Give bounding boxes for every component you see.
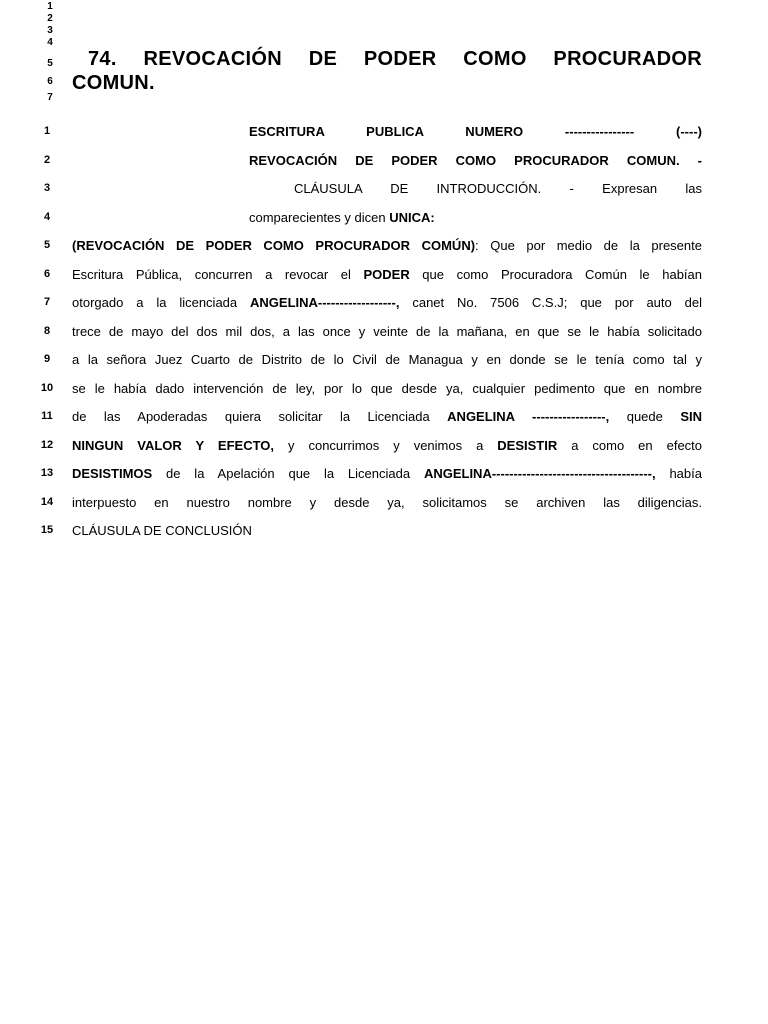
header-line-number: 2 bbox=[47, 13, 53, 24]
desistir-term: DESISTIR bbox=[497, 438, 558, 453]
header-line-number: 1 bbox=[47, 1, 53, 12]
header-line-number: 4 bbox=[47, 37, 53, 48]
body-line-6 bbox=[72, 267, 702, 283]
header-line-number: 5 bbox=[47, 58, 53, 69]
desistimos-term: DESISTIMOS bbox=[72, 466, 153, 481]
body-line-14 bbox=[72, 495, 702, 511]
body-line-12 bbox=[72, 438, 702, 454]
body-line-10 bbox=[72, 381, 702, 397]
body-line-number: 3 bbox=[43, 182, 51, 194]
body-text: y concurrimos y venimos a bbox=[274, 438, 498, 453]
body-line-13 bbox=[72, 466, 702, 482]
angelina-name: ANGELINA -----------------, bbox=[447, 409, 610, 424]
title-line-2: COMUN. bbox=[72, 72, 155, 94]
document-title bbox=[72, 47, 702, 95]
body-line-number: 9 bbox=[43, 353, 51, 365]
body-text: a como en efecto bbox=[557, 438, 703, 453]
body-line-number: 6 bbox=[43, 268, 51, 280]
body-text: canet No. 7506 C.S.J; que por auto del bbox=[399, 295, 702, 310]
body-text: se le había dado intervención de ley, por lo que desde ya, cualquier pedimento que en nombre bbox=[72, 381, 702, 396]
body-line-number: 4 bbox=[43, 211, 51, 223]
header-line-number: 3 bbox=[47, 25, 53, 36]
deed-number-line bbox=[249, 124, 702, 140]
conclusion-clause-text: CLÁUSULA DE CONCLUSIÓN bbox=[72, 523, 252, 538]
body-line-number: 13 bbox=[40, 467, 54, 479]
introduction-clause-text: CLÁUSULA DE INTRODUCCIÓN. - Expresan las bbox=[294, 181, 702, 196]
body-text: quede bbox=[609, 409, 681, 424]
conclusion-clause-line bbox=[72, 523, 702, 539]
body-text: de la Apelación que la Licenciada bbox=[152, 466, 424, 481]
body-line-number: 8 bbox=[43, 325, 51, 337]
header-line-number: 6 bbox=[47, 76, 53, 87]
body-line-number: 5 bbox=[43, 239, 51, 251]
body-text: a la señora Juez Cuarto de Distrito de lo Civil de Managua y en donde se le tenía como tal y bbox=[72, 352, 702, 367]
header-line-number: 7 bbox=[47, 92, 53, 103]
unica-label: UNICA: bbox=[389, 210, 435, 225]
body-text: de las Apoderadas quiera solicitar la Licenciada bbox=[72, 409, 448, 424]
body-line-number: 11 bbox=[41, 410, 53, 422]
body-line-number: 12 bbox=[40, 439, 54, 451]
body-text: Escritura Pública, concurren a revocar el bbox=[72, 267, 364, 282]
body-line-4 bbox=[249, 210, 702, 226]
body-line-number: 7 bbox=[43, 296, 51, 308]
body-text: otorgado a la licenciada bbox=[72, 295, 251, 310]
revocation-clause-label: (REVOCACIÓN DE PODER COMO PROCURADOR COMÚN) bbox=[72, 238, 476, 253]
body-line-5 bbox=[72, 238, 702, 254]
body-text: había bbox=[655, 466, 702, 481]
body-line-9 bbox=[72, 352, 702, 368]
ningun-valor-term: NINGUN VALOR Y EFECTO, bbox=[72, 438, 275, 453]
body-line-number: 1 bbox=[43, 125, 51, 137]
introduction-clause-line bbox=[294, 181, 702, 197]
body-text: que como Procuradora Común le habían bbox=[409, 267, 702, 282]
body-line-number: 2 bbox=[43, 154, 51, 166]
deed-number-text: ESCRITURA PUBLICA NUMERO ---------------- (----) bbox=[249, 124, 702, 139]
body-text: comparecientes y dicen bbox=[249, 210, 390, 225]
revocation-heading-line bbox=[249, 153, 702, 169]
angelina-name: ANGELINA-------------------------------------, bbox=[423, 466, 656, 481]
body-text: : Que por medio de la presente bbox=[475, 238, 702, 253]
body-line-number: 15 bbox=[40, 524, 54, 536]
revocation-heading-text: REVOCACIÓN DE PODER COMO PROCURADOR COMUN. - bbox=[249, 153, 702, 168]
title-line-1: 74. REVOCACIÓN DE PODER COMO PROCURADOR bbox=[88, 48, 702, 70]
body-text: interpuesto en nuestro nombre y desde ya, solicitamos se archiven las diligencias. bbox=[72, 495, 702, 510]
body-line-8 bbox=[72, 324, 702, 340]
sin-term: SIN bbox=[680, 409, 702, 424]
body-line-number: 10 bbox=[40, 382, 54, 394]
body-line-7 bbox=[72, 295, 702, 311]
angelina-name: ANGELINA------------------, bbox=[250, 295, 400, 310]
poder-term: PODER bbox=[363, 267, 410, 282]
body-text: trece de mayo del dos mil dos, a las once y veinte de la mañana, en que se le había solicitado bbox=[72, 324, 702, 339]
body-line-11 bbox=[72, 409, 702, 425]
body-line-number: 14 bbox=[40, 496, 54, 508]
